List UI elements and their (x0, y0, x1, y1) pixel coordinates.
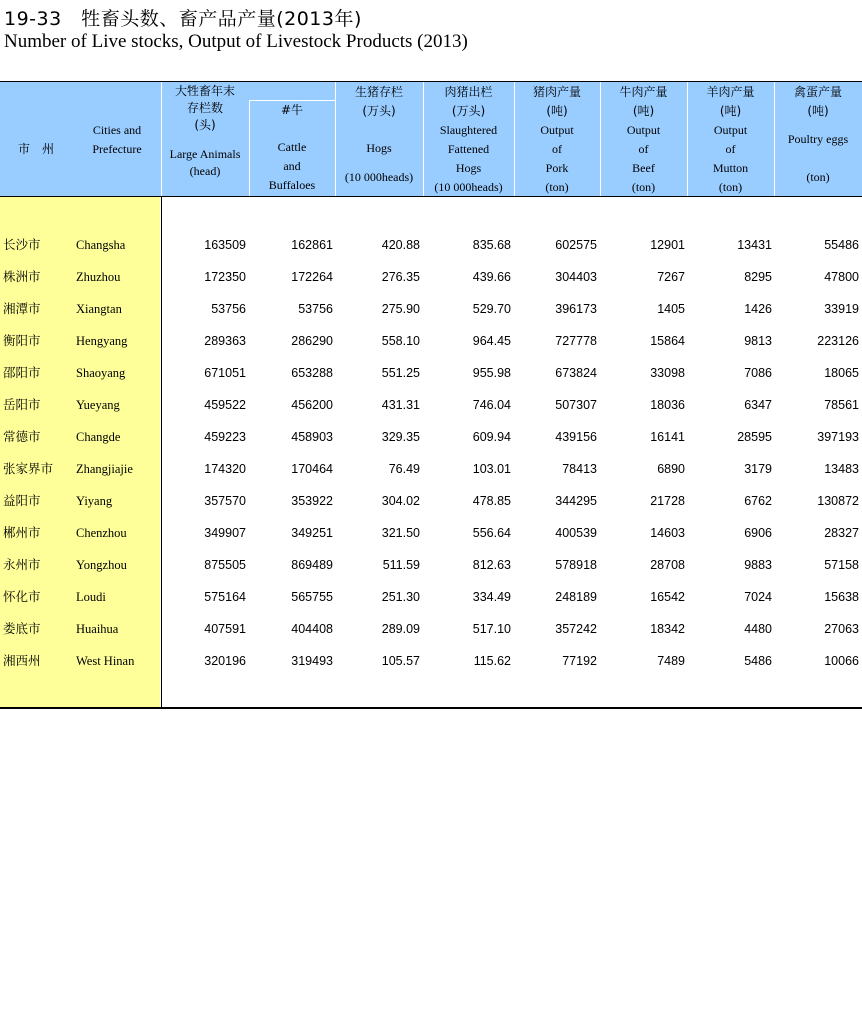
cell-pork: 602575 (555, 238, 597, 252)
cell-mutton: 9813 (744, 334, 772, 348)
cell-slaughter: 439.66 (472, 270, 511, 284)
cell-hogs: 276.35 (381, 270, 420, 284)
cell-cattle: 456200 (291, 398, 333, 412)
cell-eggs: 57158 (824, 558, 859, 572)
cell-beef: 16141 (650, 430, 685, 444)
city-name-en: Zhangjiajie (76, 462, 133, 476)
cell-mutton: 28595 (737, 430, 772, 444)
cell-large: 172350 (204, 270, 246, 284)
cell-large: 407591 (204, 622, 246, 636)
city-name-cn: 益阳市 (3, 493, 41, 508)
header-pork: 猪肉产量 (吨) Output of Pork (ton) (532, 85, 581, 194)
city-name-cn: 张家界市 (3, 461, 54, 476)
cell-eggs: 13483 (824, 462, 859, 476)
city-name-en: Xiangtan (76, 302, 122, 316)
city-name-en: Hengyang (76, 334, 128, 348)
cell-slaughter: 478.85 (472, 494, 511, 508)
cell-slaughter: 529.70 (472, 302, 511, 316)
cell-hogs: 420.88 (381, 238, 420, 252)
city-name-en: Changde (76, 430, 121, 444)
cell-beef: 18342 (650, 622, 685, 636)
table-row (0, 357, 862, 389)
cell-mutton: 6906 (744, 526, 772, 540)
cell-pork: 304403 (555, 270, 597, 284)
cell-cattle: 319493 (291, 654, 333, 668)
cell-large: 163509 (204, 238, 246, 252)
city-name-en: Yongzhou (76, 558, 127, 572)
cell-eggs: 397193 (817, 430, 859, 444)
cell-cattle: 170464 (291, 462, 333, 476)
cell-slaughter: 115.62 (473, 654, 511, 668)
cell-hogs: 558.10 (381, 334, 420, 348)
header-cattle: #牛 Cattle and Buffaloes (268, 103, 316, 192)
header-hogs: 生猪存栏 (万头) Hogs (10 000heads) (344, 85, 414, 184)
cell-large: 289363 (204, 334, 246, 348)
city-name-en: West Hinan (76, 654, 135, 668)
cell-large: 671051 (204, 366, 246, 380)
cell-eggs: 15638 (824, 590, 859, 604)
cell-beef: 6890 (657, 462, 685, 476)
cell-eggs: 27063 (824, 622, 859, 636)
cell-beef: 28708 (650, 558, 685, 572)
table-row (0, 613, 862, 645)
city-name-cn: 邵阳市 (3, 365, 41, 380)
cell-pork: 507307 (555, 398, 597, 412)
cell-slaughter: 517.10 (472, 622, 511, 636)
header-beef: 牛肉产量 (吨) Output of Beef (ton) (619, 85, 668, 194)
cell-beef: 12901 (650, 238, 685, 252)
table-bottom-rule (0, 707, 862, 709)
cell-pork: 396173 (555, 302, 597, 316)
table-row (0, 261, 862, 293)
city-name-cn: 株洲市 (3, 269, 41, 284)
table-row (0, 293, 862, 325)
cell-cattle: 653288 (291, 366, 333, 380)
city-name-cn: 长沙市 (3, 237, 41, 252)
city-name-en: Chenzhou (76, 526, 127, 540)
cell-mutton: 9883 (744, 558, 772, 572)
cell-hogs: 431.31 (381, 398, 420, 412)
cell-cattle: 404408 (291, 622, 333, 636)
cell-pork: 727778 (555, 334, 597, 348)
cell-pork: 357242 (555, 622, 597, 636)
cell-cattle: 565755 (291, 590, 333, 604)
cell-beef: 18036 (650, 398, 685, 412)
cell-large: 875505 (204, 558, 246, 572)
page-title-english: Number of Live stocks, Output of Livestock Products (2013) (4, 31, 468, 52)
cell-mutton: 6347 (744, 398, 772, 412)
cell-hogs: 275.90 (381, 302, 420, 316)
cell-mutton: 5486 (744, 654, 772, 668)
cell-large: 459522 (204, 398, 246, 412)
cell-slaughter: 964.45 (472, 334, 511, 348)
cell-pork: 248189 (555, 590, 597, 604)
cell-slaughter: 812.63 (472, 558, 511, 572)
cell-pork: 400539 (555, 526, 597, 540)
cell-cattle: 172264 (291, 270, 333, 284)
cell-mutton: 7024 (744, 590, 772, 604)
cell-mutton: 13431 (737, 238, 772, 252)
cell-pork: 673824 (555, 366, 597, 380)
header-poultry-eggs: 禽蛋产量 (吨) Poultry eggs (ton) (787, 85, 849, 184)
city-name-cn: 岳阳市 (3, 397, 41, 412)
city-name-en: Zhuzhou (76, 270, 121, 284)
cell-mutton: 4480 (744, 622, 772, 636)
table-row (0, 421, 862, 453)
table-row (0, 325, 862, 357)
cell-beef: 7267 (657, 270, 685, 284)
cell-large: 174320 (204, 462, 246, 476)
cell-cattle: 162861 (291, 238, 333, 252)
cell-large: 357570 (204, 494, 246, 508)
cell-eggs: 55486 (824, 238, 859, 252)
cell-large: 575164 (204, 590, 246, 604)
cell-pork: 344295 (555, 494, 597, 508)
city-name-en: Yiyang (76, 494, 113, 508)
cell-cattle: 353922 (291, 494, 333, 508)
table-row (0, 453, 862, 485)
cell-eggs: 28327 (824, 526, 859, 540)
page-title-chinese: 19-33 牲畜头数、畜产品产量(2013年) (4, 8, 362, 30)
cell-slaughter: 334.49 (472, 590, 511, 604)
cell-mutton: 6762 (744, 494, 772, 508)
cell-slaughter: 746.04 (472, 398, 511, 412)
header-city-cn: 市 州 (17, 142, 54, 156)
table-row (0, 517, 862, 549)
cell-large: 349907 (204, 526, 246, 540)
cell-eggs: 18065 (824, 366, 859, 380)
cell-beef: 14603 (650, 526, 685, 540)
cell-hogs: 251.30 (381, 590, 420, 604)
cell-hogs: 329.35 (381, 430, 420, 444)
cell-slaughter: 103.01 (472, 462, 511, 476)
cell-slaughter: 955.98 (472, 366, 511, 380)
city-name-cn: 郴州市 (3, 525, 41, 540)
city-name-en: Shaoyang (76, 366, 126, 380)
city-name-en: Changsha (76, 238, 126, 252)
cell-eggs: 47800 (824, 270, 859, 284)
cell-hogs: 511.59 (382, 558, 420, 572)
table-row (0, 229, 862, 261)
cell-beef: 21728 (650, 494, 685, 508)
cell-hogs: 289.09 (381, 622, 420, 636)
cell-cattle: 53756 (298, 302, 333, 316)
cell-slaughter: 556.64 (472, 526, 511, 540)
cell-slaughter: 835.68 (472, 238, 511, 252)
cell-hogs: 76.49 (388, 462, 420, 476)
city-name-cn: 湘潭市 (3, 301, 41, 316)
cell-beef: 15864 (650, 334, 685, 348)
cell-mutton: 8295 (744, 270, 772, 284)
cell-mutton: 3179 (744, 462, 772, 476)
cell-eggs: 10066 (824, 654, 859, 668)
header-city-en: Cities and Prefecture (92, 123, 142, 156)
cell-large: 459223 (204, 430, 246, 444)
header-slaughtered-hogs: 肉猪出栏 (万头) Slaughtered Fattened Hogs (10 000heads) (434, 85, 503, 194)
cell-eggs: 130872 (817, 494, 859, 508)
city-name-en: Yueyang (76, 398, 120, 412)
cell-mutton: 1426 (744, 302, 772, 316)
cell-hogs: 105.57 (381, 654, 420, 668)
cell-mutton: 7086 (744, 366, 772, 380)
cell-cattle: 458903 (291, 430, 333, 444)
city-name-cn: 娄底市 (3, 621, 41, 636)
cell-large: 53756 (211, 302, 246, 316)
cell-cattle: 349251 (291, 526, 333, 540)
cell-beef: 7489 (657, 654, 685, 668)
cell-hogs: 321.50 (381, 526, 420, 540)
cell-beef: 1405 (657, 302, 685, 316)
header-mutton: 羊肉产量 (吨) Output of Mutton (ton) (706, 85, 755, 194)
city-name-cn: 常德市 (3, 429, 41, 444)
cell-pork: 578918 (555, 558, 597, 572)
cell-pork: 78413 (562, 462, 597, 476)
header-large-animals: 大牲畜年末 存栏数 (头) Large Animals (head) (169, 84, 241, 178)
cell-cattle: 869489 (291, 558, 333, 572)
cell-hogs: 551.25 (381, 366, 420, 380)
city-name-cn: 永州市 (3, 557, 41, 572)
city-name-cn: 衡阳市 (3, 333, 41, 348)
table-row (0, 389, 862, 421)
cell-cattle: 286290 (291, 334, 333, 348)
city-name-cn: 怀化市 (3, 589, 41, 604)
city-name-en: Huaihua (76, 622, 119, 636)
cell-hogs: 304.02 (381, 494, 420, 508)
cell-beef: 16542 (650, 590, 685, 604)
cell-pork: 439156 (555, 430, 597, 444)
cell-pork: 77192 (562, 654, 597, 668)
table-row (0, 581, 862, 613)
cell-eggs: 78561 (824, 398, 859, 412)
city-name-cn: 湘西州 (3, 653, 41, 668)
cell-eggs: 33919 (824, 302, 859, 316)
cell-eggs: 223126 (817, 334, 859, 348)
table-row (0, 485, 862, 517)
cell-slaughter: 609.94 (472, 430, 511, 444)
cell-large: 320196 (204, 654, 246, 668)
city-name-en: Loudi (76, 590, 106, 604)
table-row (0, 645, 862, 677)
table-row (0, 549, 862, 581)
cell-beef: 33098 (650, 366, 685, 380)
